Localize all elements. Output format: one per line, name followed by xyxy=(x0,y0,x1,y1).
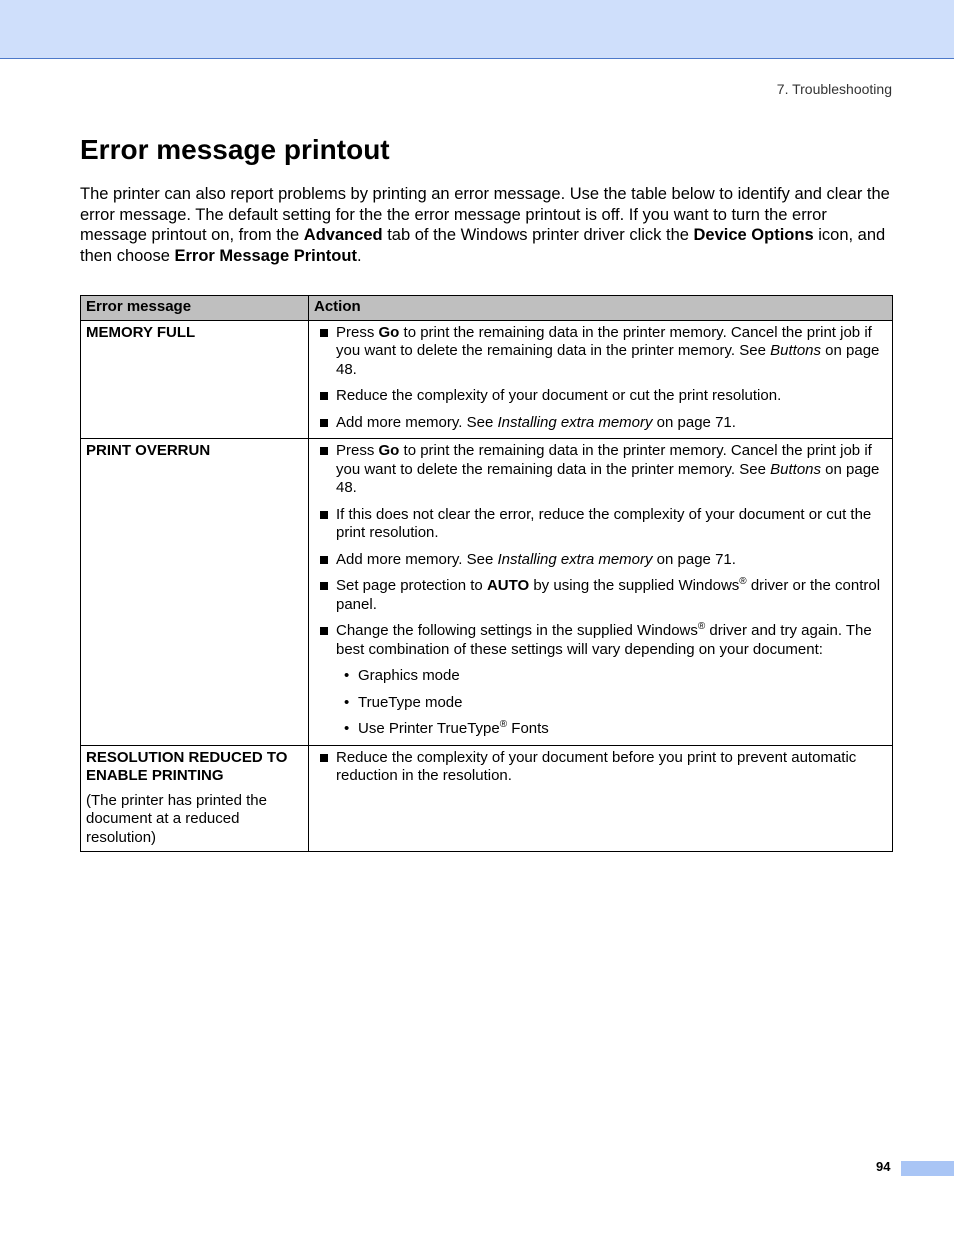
error-table xyxy=(80,295,893,852)
error-note: (The printer has printed the document at a reduced resolution) xyxy=(86,791,267,846)
error-code: PRINT OVERRUN xyxy=(86,442,211,459)
error-code: MEMORY FULL xyxy=(86,323,196,341)
intro-paragraph: The printer can also report problems by printing an error message. Use the table below to identify and clear the error message. The default setting for the the error message printout is off. If you want to turn the error message printout on, from the Advanced tab of the Windows printer driver click the Device Options icon, and then choose Error Message Printout. xyxy=(80,185,890,265)
sub-item: • Graphics mode xyxy=(344,667,460,684)
square-bullet-icon xyxy=(320,556,328,564)
square-bullet-icon xyxy=(320,392,328,400)
error-cell xyxy=(81,439,309,746)
dot-bullet-icon: • xyxy=(344,693,350,711)
action-item: If this does not clear the error, reduce the complexity of your document or cut the print resolution. xyxy=(314,506,887,543)
dot-bullet-icon: • xyxy=(344,667,350,684)
square-bullet-icon xyxy=(320,511,328,519)
action-item: Add more memory. See Installing extra memory on page 71. xyxy=(314,414,887,433)
square-bullet-icon xyxy=(320,447,328,455)
action-item: Change the following settings in the supplied Windows® driver and try again. The best combination of these settings will vary depending on your document: • Graphics mode • TrueType mode • Use Printer TrueType® Fonts xyxy=(314,622,887,739)
page-tab-marker xyxy=(901,1161,954,1176)
page-number: 94 xyxy=(876,1159,891,1174)
table-row xyxy=(81,745,893,852)
column-header-action: Action xyxy=(309,296,893,321)
square-bullet-icon xyxy=(320,419,328,427)
sub-item: • Use Printer TrueType® Fonts xyxy=(344,719,549,737)
action-item: Press Go to print the remaining data in the printer memory. Cancel the print job if you want to delete the remaining data in the printer memory. See Buttons on page 48. xyxy=(314,442,887,498)
column-header-error: Error message xyxy=(81,296,309,321)
action-item: Add more memory. See Installing extra memory on page 71. xyxy=(314,551,887,570)
section-label: 7. Troubleshooting xyxy=(776,81,892,97)
action-cell xyxy=(309,320,893,439)
action-item: Reduce the complexity of your document before you print to prevent automatic reduction in the resolution. xyxy=(314,749,887,786)
header-band xyxy=(0,0,954,59)
action-item: Reduce the complexity of your document or cut the print resolution. xyxy=(314,387,887,406)
page-title: Error message printout xyxy=(80,134,390,165)
error-cell xyxy=(81,745,309,852)
action-cell xyxy=(309,745,893,852)
square-bullet-icon xyxy=(320,627,328,635)
square-bullet-icon xyxy=(320,582,328,590)
table-row xyxy=(81,320,893,439)
error-code: RESOLUTION REDUCED TO ENABLE PRINTING xyxy=(86,748,288,784)
dot-bullet-icon: • xyxy=(344,720,350,737)
action-item: Set page protection to AUTO by using the supplied Windows® driver or the control panel. xyxy=(314,577,887,614)
table-header-row xyxy=(81,296,893,321)
table-row xyxy=(81,439,893,746)
error-cell xyxy=(81,320,309,439)
action-cell xyxy=(309,439,893,746)
action-item: Press Go to print the remaining data in the printer memory. Cancel the print job if you want to delete the remaining data in the printer memory. See Buttons on page 48. xyxy=(314,324,887,380)
sub-item: • TrueType mode xyxy=(344,693,463,711)
square-bullet-icon xyxy=(320,329,328,337)
square-bullet-icon xyxy=(320,754,328,762)
